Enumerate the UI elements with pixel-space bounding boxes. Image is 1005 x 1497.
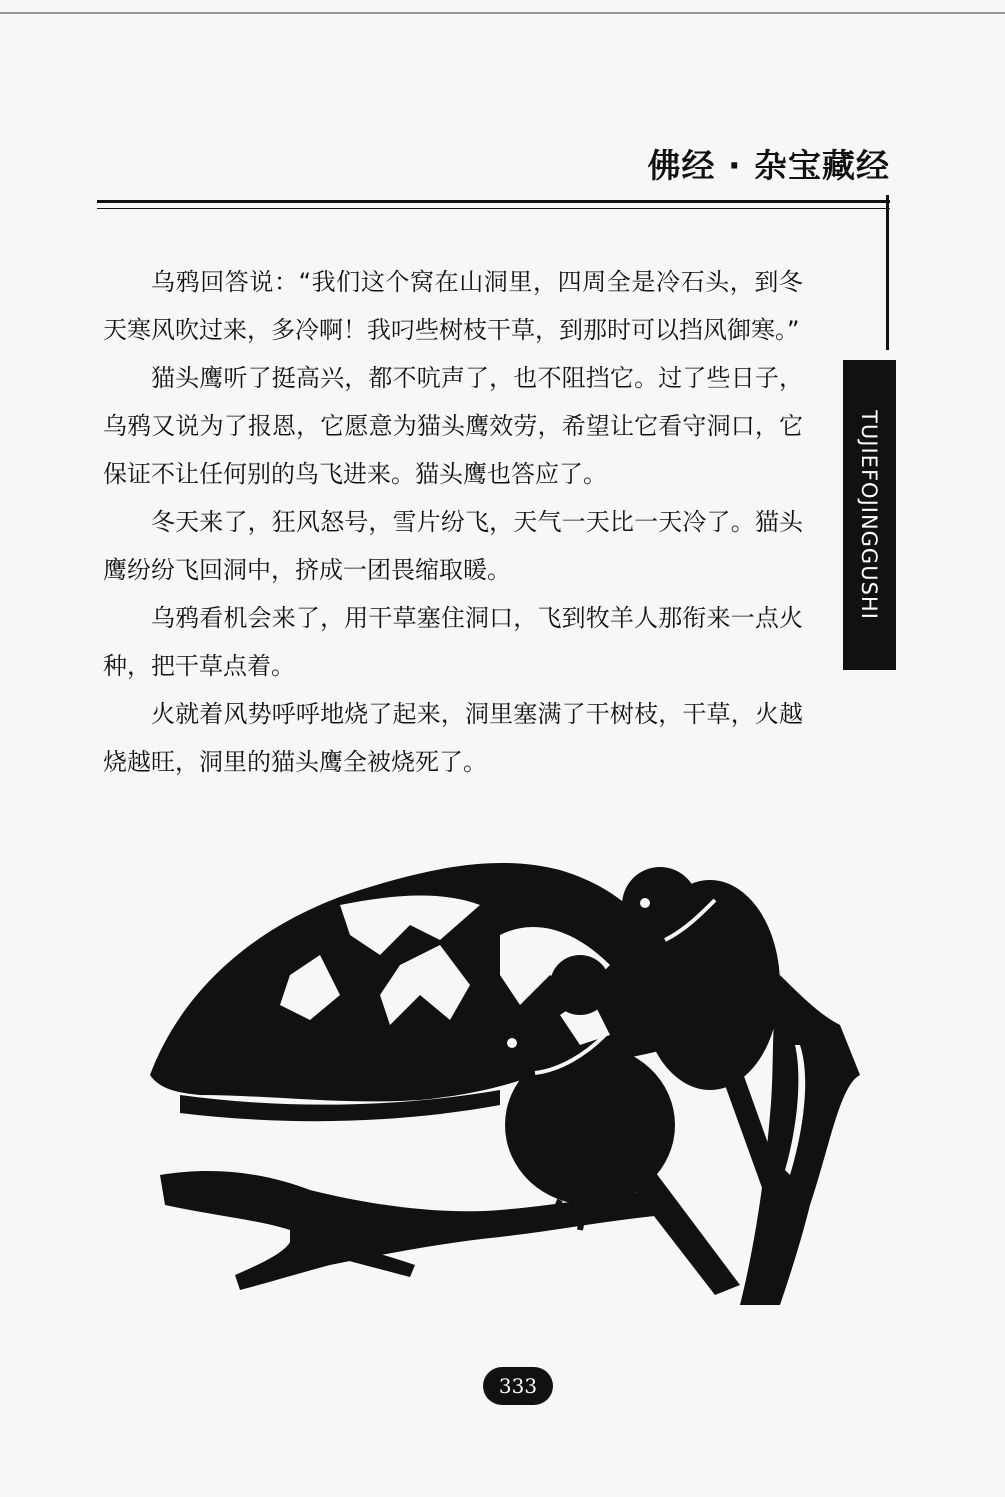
paragraph: 猫头鹰听了挺高兴，都不吭声了，也不阻挡它。过了些日子，乌鸦又说为了报恩，它愿意为猫头鹰效劳，希望让它看守洞口，它保证不让任何别的鸟飞进来。猫头鹰也答应了。: [103, 364, 803, 488]
crow-lower-tail: [630, 1165, 740, 1295]
paragraph: 乌鸦看机会来了，用干草塞住洞口，飞到牧羊人那衔来一点火种，把干草点着。: [103, 604, 803, 680]
crows-illustration-svg: [140, 845, 870, 1305]
side-tab-label: TUJIEFOJINGGUSHI: [857, 410, 881, 620]
crow-upper-eye: [640, 898, 650, 908]
crow-lower-head: [493, 1013, 557, 1077]
page-header-title: 佛经 · 杂宝藏经: [647, 146, 890, 185]
crow-upper-head: [622, 867, 698, 943]
header-vertical-rule: [886, 195, 889, 350]
paragraph: 冬天来了，狂风怒号，雪片纷飞，天气一天比一天冷了。猫头鹰纷纷飞回洞中，挤成一团畏缩取暖。: [103, 508, 803, 584]
header-rule-thin: [97, 208, 890, 209]
page-number-badge: 333: [483, 1367, 553, 1405]
crow-back-head: [550, 955, 610, 1015]
paragraph: 火就着风势呼呼地烧了起来，洞里塞满了干树枝，干草，火越烧越旺，洞里的猫头鹰全被烧死了。: [103, 700, 803, 776]
header-rule: [97, 200, 890, 203]
paragraph: 乌鸦回答说：“我们这个窝在山洞里，四周全是冷石头，到冬天寒风吹过来，多冷啊！我叼些树枝干草，到那时可以挡风御寒。”: [103, 268, 803, 344]
body-text: [103, 258, 803, 786]
side-tab: [843, 360, 896, 670]
crows-illustration: [140, 845, 870, 1305]
scan-edge-line: [0, 12, 1005, 14]
crow-lower-eye: [507, 1038, 517, 1048]
